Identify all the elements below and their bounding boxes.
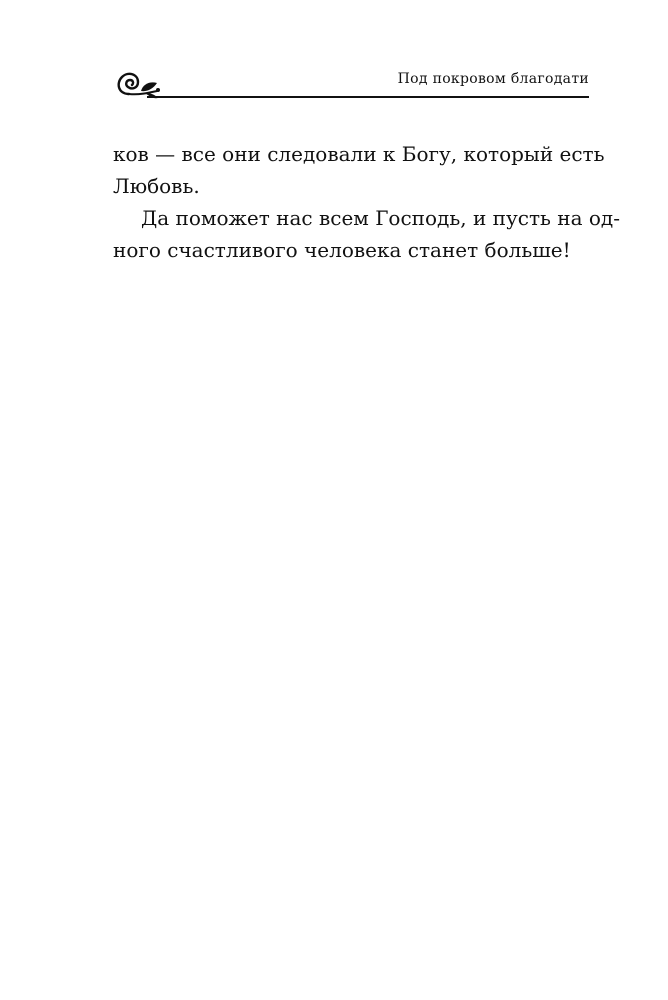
paragraph bbox=[113, 202, 620, 266]
text-line: Да поможет нас всем Господь, и пусть на од- bbox=[141, 206, 620, 230]
text-line: ков — все они следовали к Богу, который есть bbox=[113, 142, 605, 166]
text-line: Любовь. bbox=[113, 174, 200, 198]
paragraph bbox=[113, 138, 605, 202]
text-line: ного счастливого человека станет больше! bbox=[113, 238, 571, 262]
page-header bbox=[113, 60, 589, 104]
header-rule bbox=[147, 96, 589, 98]
body-text bbox=[113, 138, 620, 266]
running-title: Под покровом благодати bbox=[397, 71, 589, 87]
